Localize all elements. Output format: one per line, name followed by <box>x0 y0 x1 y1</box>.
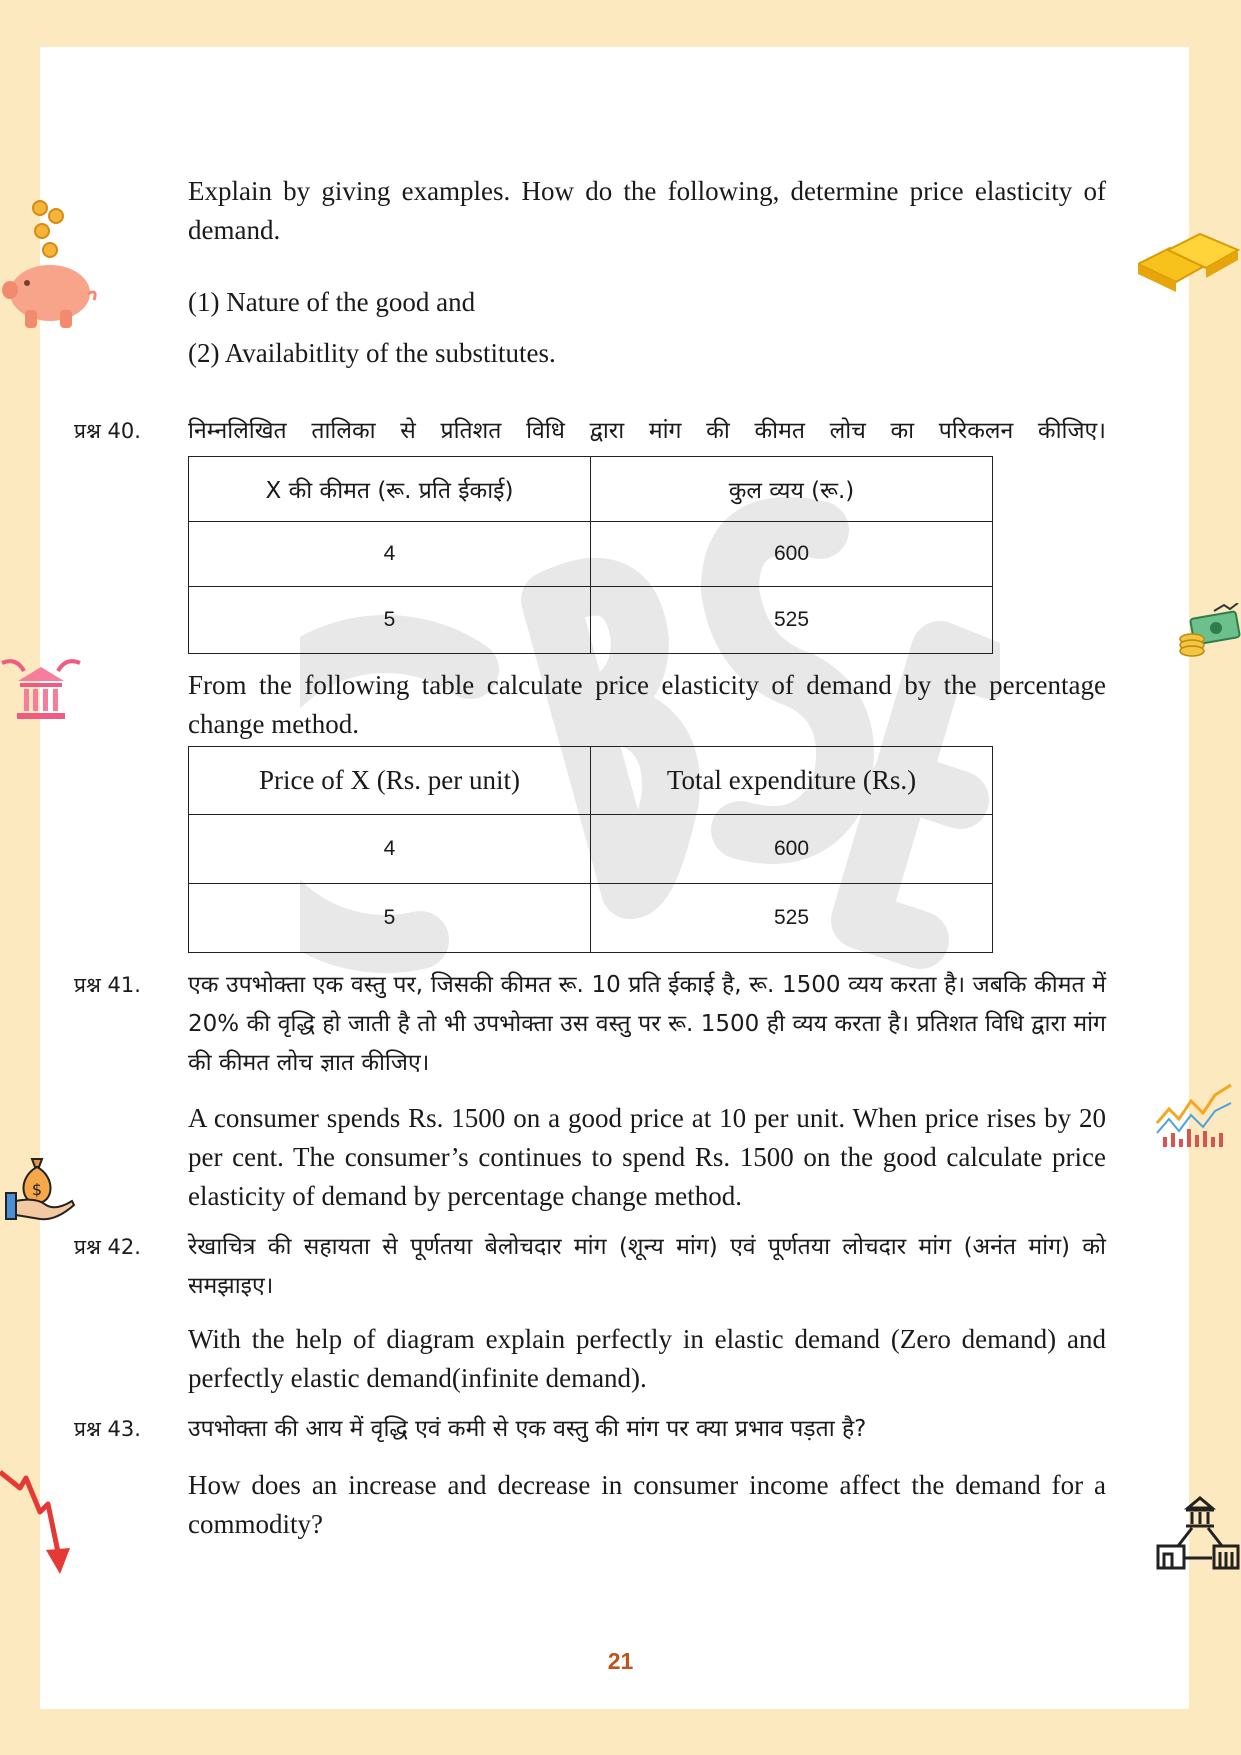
svg-text:$: $ <box>31 1180 43 1199</box>
piggy-bank-icon <box>0 198 100 333</box>
table-row <box>189 884 993 953</box>
q40-number: प्रश्न 40. <box>74 419 141 443</box>
table-header-cell: Price of X (Rs. per unit) <box>189 747 591 815</box>
q42-question-hindi: रेखाचित्र की सहायता से पूर्णतया बेलोचदार मांग (शून्य मांग) एवं पूर्णतया लोचदार मांग (अनंत मांग) को समझाइए। <box>188 1234 1106 1299</box>
bank-network-icon <box>1156 1494 1241 1571</box>
table-cell: 600 <box>591 815 993 884</box>
table-row <box>189 587 993 654</box>
intro-question: Explain by giving examples. How do the following, determine price elasticity of demand. <box>188 176 1106 245</box>
intro-point-2: (2) Availabitlity of the substitutes. <box>188 338 556 368</box>
q41-number: प्रश्न 41. <box>74 973 141 997</box>
q41-question-hindi: एक उपभोक्ता एक वस्तु पर, जिसकी कीमत रू. 10 प्रति ईकाई है, रू. 1500 व्यय करता है। जबकि कीमत में 20% की वृद्धि हो जाती है तो भी उपभोक्ता उस वस्तु पर रू. 1500 ही व्यय करता है। प्रतिशत विधि द्वारा मांग की कीमत लोच ज्ञात कीजिए। <box>188 972 1106 1076</box>
q42-question-english: With the help of diagram explain perfectly in elastic demand (Zero demand) and perfectly elastic demand(infinite demand). <box>188 1324 1106 1393</box>
q40-question-hindi: निम्नलिखित तालिका से प्रतिशत विधि द्वारा मांग की कीमत लोच का परिकलन कीजिए। <box>188 418 1106 444</box>
table-header-row <box>189 457 993 522</box>
q43-question-english: How does an increase and decrease in consumer income affect the demand for a commodity? <box>188 1470 1106 1539</box>
q41-question-english: A consumer spends Rs. 1500 on a good price at 10 per unit. When price rises by 20 per cent. The consumer’s continues to spend Rs. 1500 on the good calculate price elasticity of demand by percentage change method. <box>188 1103 1106 1211</box>
table-cell: 4 <box>189 522 591 587</box>
q43-question-hindi: उपभोक्ता की आय में वृद्धि एवं कमी से एक वस्तु की मांग पर क्या प्रभाव पड़ता है? <box>188 1416 867 1442</box>
table-cell: 525 <box>591 587 993 654</box>
table-cell: 5 <box>189 884 591 953</box>
q40-table-english <box>188 746 993 953</box>
q42-number: प्रश्न 42. <box>74 1235 141 1259</box>
table-cell: 525 <box>591 884 993 953</box>
table-cell: 4 <box>189 815 591 884</box>
table-row <box>189 522 993 587</box>
table-cell: 600 <box>591 522 993 587</box>
table-header-cell: कुल व्यय (रू.) <box>591 457 993 522</box>
q40-table-hindi <box>188 456 993 654</box>
table-header-cell: Total expenditure (Rs.) <box>591 747 993 815</box>
table-cell: 5 <box>189 587 591 654</box>
table-header-cell: X की कीमत (रू. प्रति ईकाई) <box>189 457 591 522</box>
money-stack-icon <box>1178 603 1241 659</box>
intro-point-1: (1) Nature of the good and <box>188 287 476 317</box>
page-number: 21 <box>607 1648 634 1674</box>
falling-arrow-icon <box>0 1452 75 1592</box>
table-row <box>189 815 993 884</box>
q40-question-english: From the following table calculate price elasticity of demand by the percentage change method. <box>188 670 1106 739</box>
q43-number: प्रश्न 43. <box>74 1417 141 1441</box>
bank-hands-icon <box>0 655 82 727</box>
table-header-row <box>189 747 993 815</box>
gold-bars-icon <box>1138 228 1241 300</box>
stock-chart-icon <box>1155 1083 1235 1153</box>
money-bag-hand-icon <box>2 1155 76 1223</box>
